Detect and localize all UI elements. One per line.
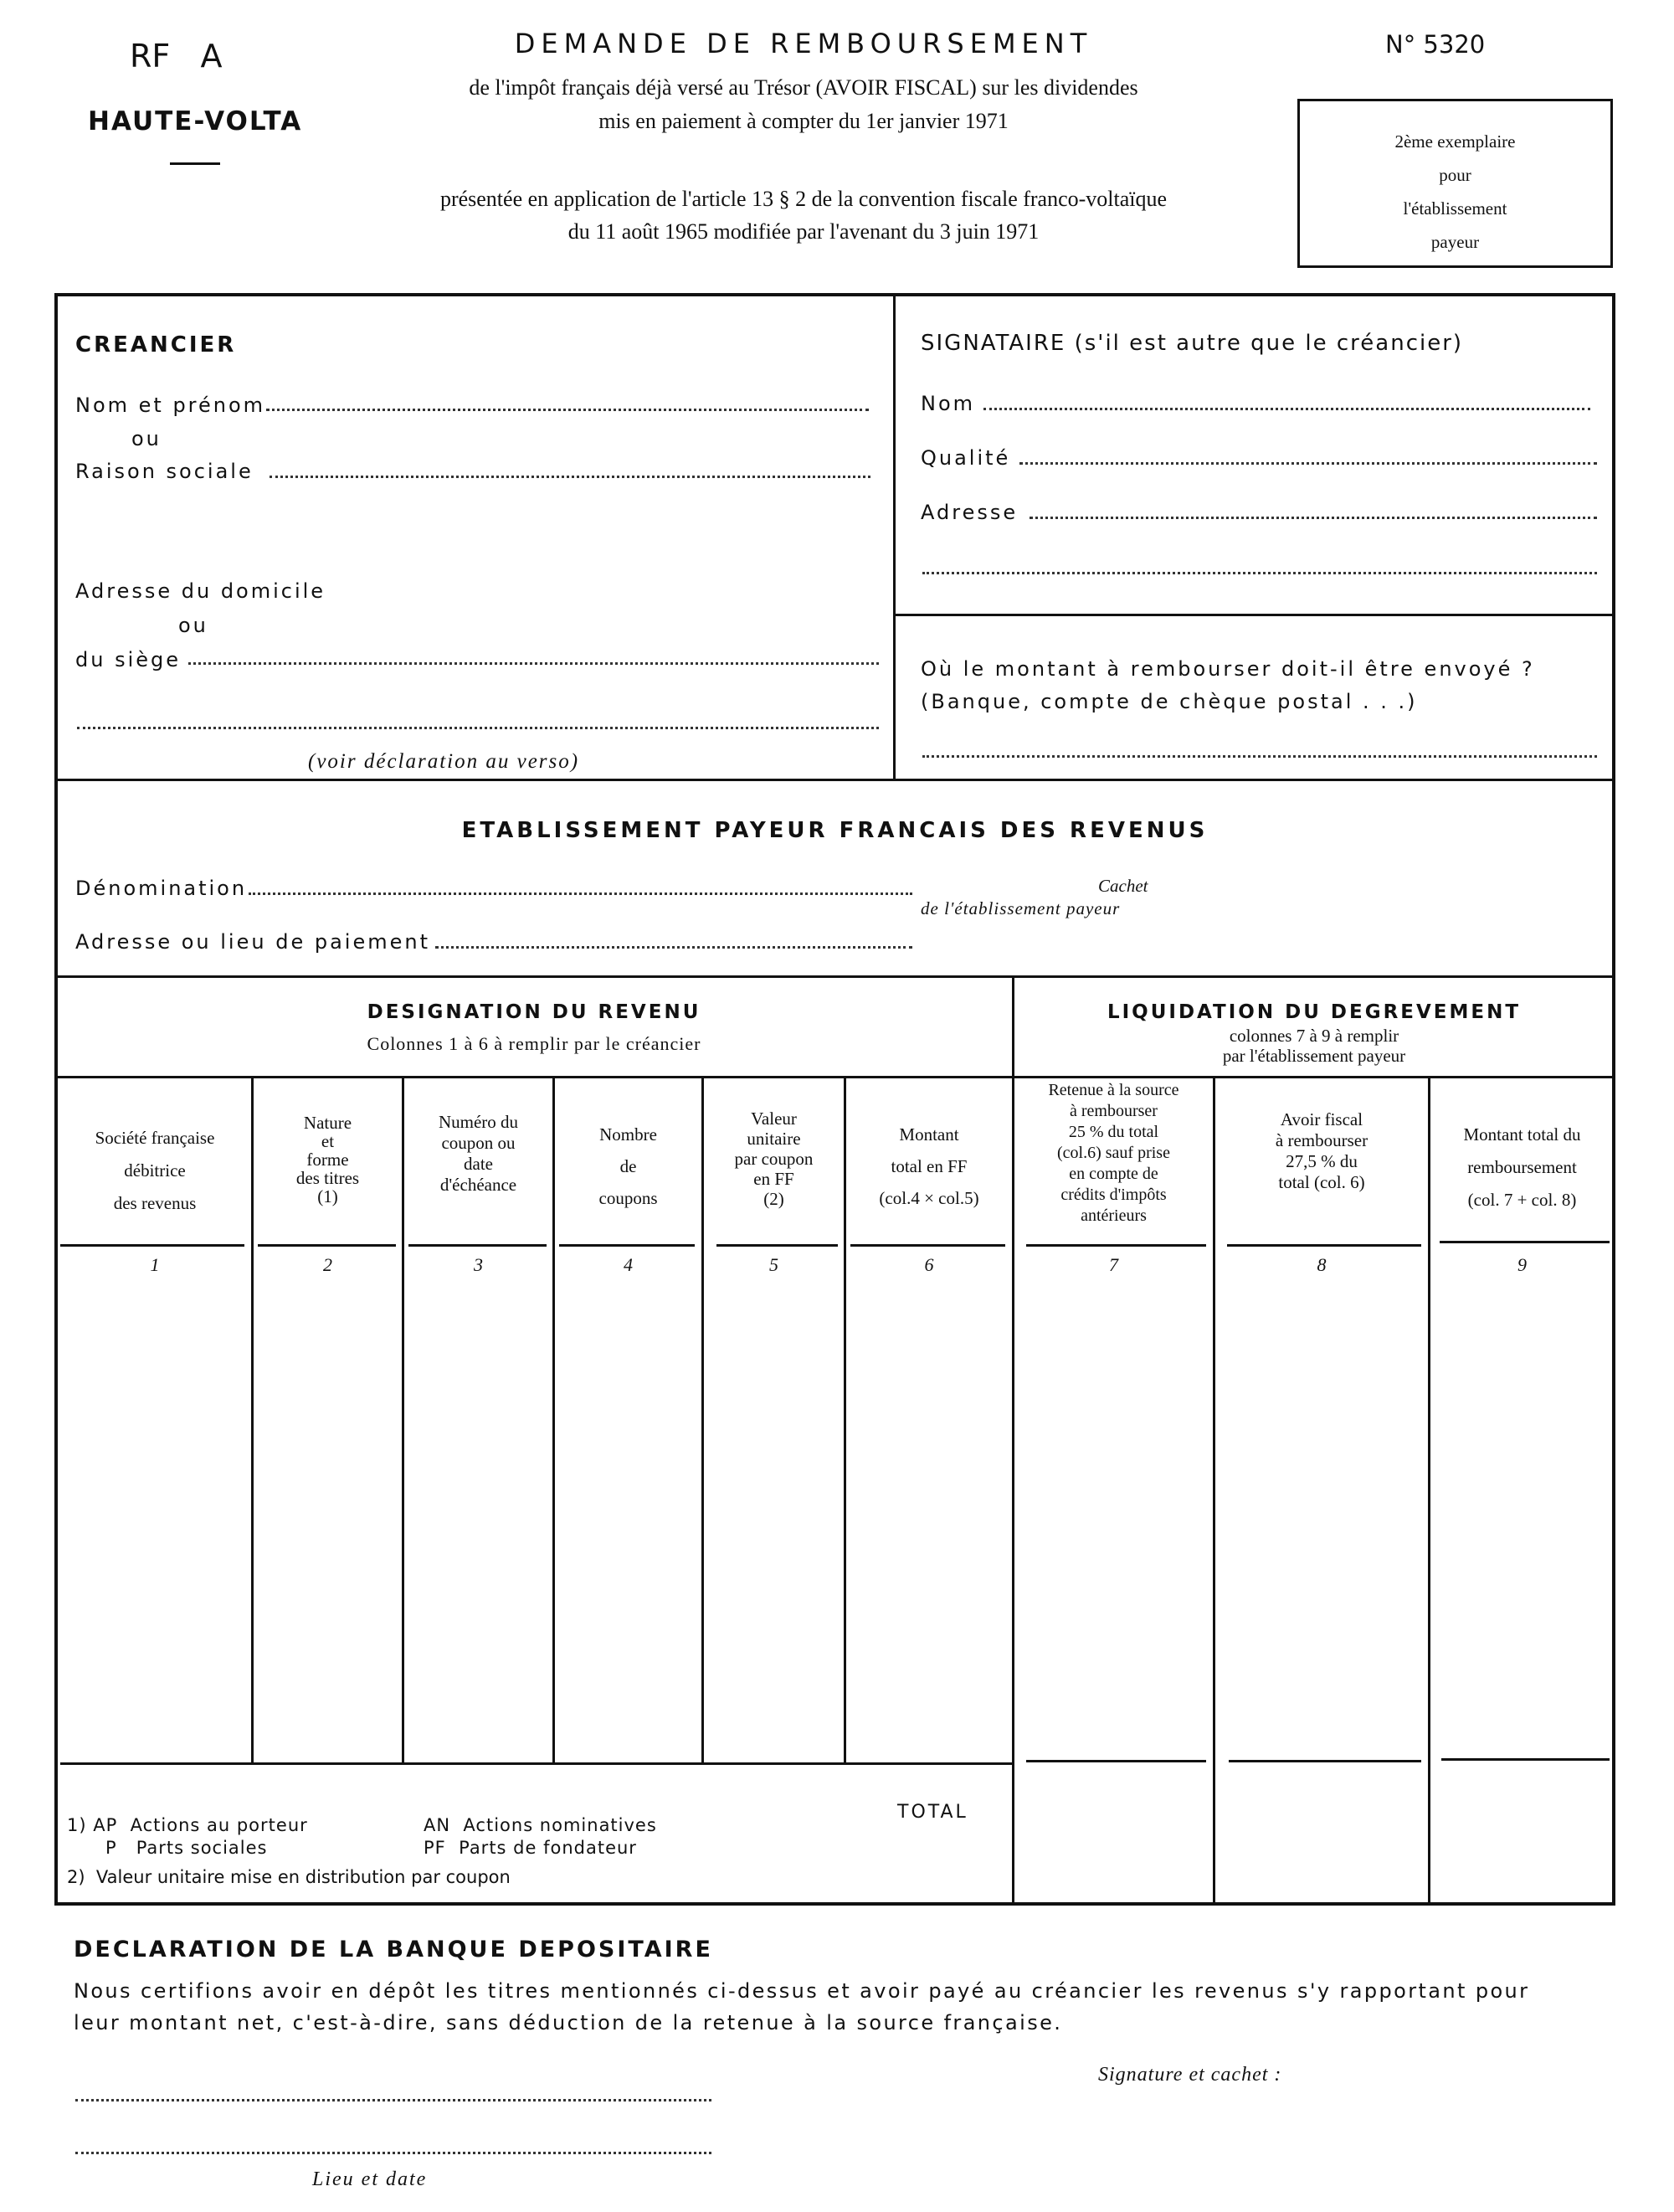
country-label: HAUTE-VOLTA bbox=[88, 106, 303, 136]
adresse-paiement-field[interactable] bbox=[435, 946, 912, 949]
col-5-number: 5 bbox=[769, 1254, 778, 1275]
col-4-line-3: coupons bbox=[598, 1188, 658, 1208]
col-6-line-3: (col.4 × col.5) bbox=[879, 1188, 979, 1208]
col-3-number: 3 bbox=[474, 1254, 483, 1275]
col-6-line-2: total en FF bbox=[891, 1156, 968, 1176]
col-5-line-4: en FF bbox=[753, 1169, 794, 1189]
col-9-line-1: Montant total du bbox=[1463, 1124, 1581, 1145]
col-2-line-5: (1) bbox=[317, 1186, 338, 1206]
raison-sociale-label: Raison sociale bbox=[75, 460, 254, 483]
col-4-line-2: de bbox=[619, 1156, 637, 1176]
etablissement-top-line bbox=[56, 779, 1614, 781]
signataire-heading-text: SIGNATAIRE (s'il est autre que le créancier) bbox=[921, 331, 1464, 356]
adresse-paiement-label: Adresse ou lieu de paiement bbox=[75, 930, 430, 954]
header-underline-2 bbox=[258, 1244, 396, 1247]
header-underline-6 bbox=[850, 1244, 1005, 1247]
col-9-line-2: remboursement bbox=[1467, 1157, 1577, 1177]
cachet-label: Cachet bbox=[1098, 876, 1148, 896]
col-8-line-4: total (col. 6) bbox=[1278, 1172, 1365, 1192]
total-col-9-field[interactable] bbox=[1433, 1765, 1611, 1903]
col-6-number: 6 bbox=[924, 1254, 934, 1275]
signataire-nom-field[interactable] bbox=[983, 408, 1590, 410]
col-4-number: 4 bbox=[624, 1254, 633, 1275]
col-7-number: 7 bbox=[1109, 1254, 1118, 1275]
col-5-line-5: (2) bbox=[763, 1189, 784, 1209]
col-1-header bbox=[59, 1122, 251, 1220]
signataire-nom-label: Nom bbox=[921, 392, 976, 415]
col-3-line-4: d'échéance bbox=[439, 1175, 517, 1195]
col-4-header bbox=[555, 1119, 701, 1214]
footnote-pf: PF Parts de fondateur bbox=[424, 1838, 637, 1858]
du-siege-field[interactable] bbox=[188, 662, 879, 665]
declaration-heading: DECLARATION DE LA BANQUE DEPOSITAIRE bbox=[74, 1937, 713, 1963]
table-bottom-line bbox=[60, 1762, 1012, 1765]
declaration-text-1: Nous certifions avoir en dépôt les titres mentionnés ci-dessus et avoir payé au créancier les revenus s'y rapportant pour bbox=[74, 1979, 1530, 2003]
liquidation-subheading-1: colonnes 7 à 9 à remplir bbox=[1229, 1026, 1399, 1046]
col-7-line-3: 25 % du total bbox=[1068, 1123, 1159, 1141]
envoi-field[interactable] bbox=[922, 755, 1597, 758]
designation-subheading: Colonnes 1 à 6 à remplir par le créancier bbox=[367, 1033, 701, 1054]
declaration-text-2: leur montant net, c'est-à-dire, sans déduction de la retenue à la source française. bbox=[74, 2011, 1063, 2035]
copy-box-line-1: 2ème exemplaire bbox=[1394, 131, 1516, 152]
col-5-line-3: par coupon bbox=[734, 1149, 814, 1169]
header-underline-8 bbox=[1227, 1244, 1421, 1247]
col-7-line-4: (col.6) sauf prise bbox=[1057, 1144, 1170, 1162]
signataire-divider bbox=[896, 614, 1614, 616]
col-8-number: 8 bbox=[1317, 1254, 1327, 1275]
form-code: RF A bbox=[130, 38, 223, 75]
signataire-adresse-field[interactable] bbox=[1030, 517, 1597, 519]
adresse-domicile-label: Adresse du domicile bbox=[75, 579, 326, 603]
col-2-line-4: des titres bbox=[295, 1168, 360, 1188]
col-5-line-2: unitaire bbox=[747, 1129, 801, 1149]
denomination-field[interactable] bbox=[249, 893, 912, 895]
copy-box-line-3: l'établissement bbox=[1403, 198, 1507, 219]
nom-prenom-label: Nom et prénom bbox=[75, 394, 266, 417]
designation-top-line bbox=[56, 975, 1614, 978]
total-line-8 bbox=[1229, 1760, 1421, 1762]
col-7-line-1: Retenue à la source bbox=[1048, 1081, 1179, 1099]
question-line-1: Où le montant à rembourser doit-il être envoyé ? bbox=[921, 657, 1535, 681]
question-line-2: (Banque, compte de chèque postal . . .) bbox=[921, 690, 1418, 713]
col-1-number: 1 bbox=[150, 1254, 160, 1275]
designation-heading: DESIGNATION DU REVENU bbox=[367, 1001, 701, 1023]
col-7-line-7: antérieurs bbox=[1081, 1206, 1147, 1225]
signataire-adresse-extra-field[interactable] bbox=[922, 572, 1597, 574]
footnote-2: 2) Valeur unitaire mise en distribution par coupon bbox=[67, 1867, 511, 1887]
col-8-line-2: à rembourser bbox=[1275, 1130, 1368, 1150]
du-siege-label: du siège bbox=[75, 648, 182, 671]
col-3-line-3: date bbox=[464, 1154, 493, 1174]
col-8-header bbox=[1215, 1109, 1428, 1193]
col-3-header bbox=[404, 1112, 552, 1196]
revenue-entry-area[interactable] bbox=[60, 1281, 1610, 1758]
col-2-line-1: Nature bbox=[303, 1113, 352, 1133]
copy-box-line-4: payeur bbox=[1430, 232, 1480, 252]
col-9-header bbox=[1430, 1119, 1614, 1217]
ou-label-1: ou bbox=[131, 427, 162, 450]
creancier-heading: CREANCIER bbox=[75, 332, 237, 358]
col-7-line-6: crédits d'impôts bbox=[1060, 1186, 1167, 1204]
col-6-line-1: Montant bbox=[899, 1124, 959, 1145]
footnote-ap: 1) AP Actions au porteur bbox=[67, 1815, 308, 1835]
col-9-number: 9 bbox=[1517, 1254, 1527, 1275]
adresse-extra-field[interactable] bbox=[77, 727, 879, 729]
copy-box-line-2: pour bbox=[1439, 165, 1471, 185]
copy-box bbox=[1297, 99, 1613, 268]
col-3-line-1: Numéro du bbox=[438, 1112, 519, 1132]
signataire-adresse-label: Adresse bbox=[921, 501, 1019, 524]
footnote-p: P Parts sociales bbox=[105, 1838, 268, 1858]
col-6-header bbox=[846, 1119, 1012, 1214]
total-line-9 bbox=[1441, 1758, 1610, 1761]
creancier-signataire-divider bbox=[893, 293, 896, 781]
col-1-line-2: débitrice bbox=[124, 1160, 186, 1181]
total-label: TOTAL bbox=[897, 1802, 968, 1823]
form-number: N° 5320 bbox=[1385, 30, 1486, 59]
application-line-1: présentée en application de l'article 13 § 2 de la convention fiscale franco-voltaïque bbox=[439, 187, 1168, 211]
application-line-2: du 11 août 1965 modifiée par l'avenant du 3 juin 1971 bbox=[567, 219, 1040, 244]
subtitle-line-1: de l'impôt français déjà versé au Trésor (AVOIR FISCAL) sur les dividendes bbox=[469, 75, 1138, 100]
column-header-top-line bbox=[56, 1076, 1614, 1078]
etablissement-heading: ETABLISSEMENT PAYEUR FRANCAIS DES REVENUS bbox=[461, 818, 1209, 843]
country-underline bbox=[170, 162, 220, 165]
subtitle-line-2: mis en paiement à compter du 1er janvier 1971 bbox=[598, 109, 1009, 133]
header-underline-5 bbox=[716, 1244, 838, 1247]
signature-area[interactable] bbox=[1088, 2093, 1590, 2194]
col-9-line-3: (col. 7 + col. 8) bbox=[1467, 1190, 1577, 1210]
col-5-line-1: Valeur bbox=[751, 1109, 797, 1129]
col-5-header bbox=[704, 1109, 844, 1209]
lieu-date-field[interactable] bbox=[75, 2152, 711, 2154]
cachet-etablissement-label: de l'établissement payeur bbox=[921, 898, 1121, 918]
signataire-heading bbox=[921, 331, 1463, 356]
col-1-line-3: des revenus bbox=[113, 1193, 197, 1213]
header-underline-3 bbox=[408, 1244, 547, 1247]
header-underline-9 bbox=[1440, 1241, 1610, 1243]
ou-label-2: ou bbox=[178, 614, 208, 637]
qualite-label: Qualité bbox=[921, 446, 1011, 470]
header-underline-7 bbox=[1026, 1244, 1206, 1247]
col-3-line-2: coupon ou bbox=[441, 1133, 516, 1153]
total-line-7 bbox=[1026, 1760, 1206, 1762]
col-2-line-2: et bbox=[321, 1131, 335, 1151]
total-col-8-field[interactable] bbox=[1218, 1765, 1425, 1903]
col-2-header bbox=[254, 1114, 402, 1206]
col-4-line-1: Nombre bbox=[599, 1124, 657, 1145]
header-underline-4 bbox=[559, 1244, 695, 1247]
form-title: DEMANDE DE REMBOURSEMENT bbox=[514, 28, 1093, 59]
col-2-number: 2 bbox=[323, 1254, 332, 1275]
liquidation-heading: LIQUIDATION DU DEGREVEMENT bbox=[1107, 1001, 1522, 1023]
voir-declaration-note: (voir déclaration au verso) bbox=[308, 750, 580, 773]
total-col-7-field[interactable] bbox=[1017, 1765, 1211, 1903]
raison-sociale-field[interactable] bbox=[270, 476, 870, 478]
signature-cachet-label: Signature et cachet : bbox=[1098, 2064, 1282, 2086]
col-7-line-5: en compte de bbox=[1069, 1165, 1158, 1183]
col-1-line-1: Société française bbox=[95, 1128, 215, 1148]
nom-prenom-field[interactable] bbox=[266, 409, 869, 411]
footnote-an: AN Actions nominatives bbox=[424, 1815, 657, 1835]
lieu-date-label: Lieu et date bbox=[312, 2168, 428, 2190]
declaration-field-1[interactable] bbox=[75, 2099, 711, 2101]
denomination-label: Dénomination bbox=[75, 877, 248, 900]
header-underline-1 bbox=[60, 1244, 244, 1247]
col-7-header bbox=[1014, 1080, 1213, 1227]
liquidation-subheading-2: par l'établissement payeur bbox=[1222, 1046, 1406, 1066]
col-7-line-2: à rembourser bbox=[1070, 1102, 1158, 1120]
col-8-line-1: Avoir fiscal bbox=[1280, 1109, 1363, 1129]
col-2-line-3: forme bbox=[306, 1150, 349, 1170]
col-8-line-3: 27,5 % du bbox=[1286, 1151, 1358, 1171]
qualite-field[interactable] bbox=[1019, 462, 1597, 465]
